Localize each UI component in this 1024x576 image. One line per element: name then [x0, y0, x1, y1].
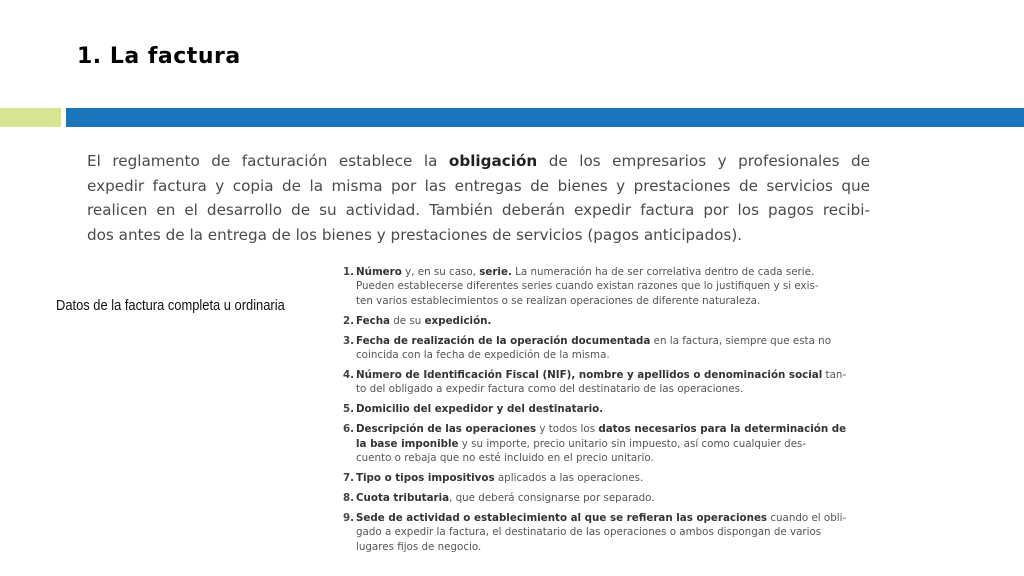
list-item-emphasis: Número de Identificación Fiscal (NIF), nombre y apellidos o denominación social — [356, 368, 823, 381]
list-item-number: 1. — [343, 266, 355, 278]
list-item-line — [356, 422, 847, 436]
list-item — [343, 314, 805, 328]
list-item-number: 4. — [343, 368, 355, 381]
list-item-line — [356, 314, 805, 328]
invoice-data-list — [343, 265, 847, 559]
list-item-number: 9. — [343, 511, 355, 524]
list-item-line — [356, 382, 805, 396]
list-item-text: ten varios establecimientos o se realizan operaciones de diferente naturaleza. — [356, 294, 761, 307]
list-item-text: en la factura, siempre que esta no — [650, 334, 832, 347]
list-item-number: 7. — [343, 471, 355, 484]
list-item-emphasis: Sede de actividad o establecimiento al que se refieran las operaciones — [356, 511, 768, 524]
list-item-text: Pueden establecerse diferentes series cuando existan razones que lo justifiquen y si exis- — [356, 280, 819, 293]
list-item-emphasis: la base imponible — [356, 437, 459, 450]
intro-line — [87, 174, 870, 199]
intro-line — [87, 223, 870, 248]
intro-emphasis: obligación — [448, 152, 538, 170]
list-item-emphasis: Tipo o tipos impositivos — [356, 471, 495, 484]
list-item-text: y, en su caso, — [401, 266, 480, 278]
list-item-text: coincida con la fecha de expedición de la misma. — [356, 349, 610, 362]
list-item-emphasis: Fecha de realización de la operación documentada — [356, 334, 651, 347]
list-item-emphasis: Domicilio del expedidor y del destinatario. — [356, 403, 604, 416]
intro-text: realicen en el desarrollo de su actividad. También deberán expedir factura por los pagos recibi- — [87, 201, 870, 219]
accent-bar-green — [0, 108, 61, 127]
intro-text: de los empresarios y profesionales de — [537, 152, 871, 170]
list-item-line — [356, 471, 805, 485]
list-item-emphasis: Cuota tributaria — [356, 491, 450, 504]
list-item-number: 8. — [343, 491, 355, 504]
list-item-line — [356, 334, 832, 348]
list-item — [343, 402, 805, 416]
list-item-line — [356, 294, 805, 308]
list-item-text: cuento o rebaja que no esté incluido en el precio unitario. — [356, 451, 654, 464]
list-item-line — [356, 265, 815, 279]
list-item-line — [356, 511, 847, 525]
list-item-line — [356, 525, 822, 539]
list-item-emphasis: Fecha — [356, 314, 390, 327]
list-item-text: tan- — [822, 368, 847, 381]
list-item — [343, 368, 847, 397]
list-item-text: cuando el obli- — [767, 511, 847, 524]
list-item-emphasis: datos necesarios para la determinación de — [598, 423, 847, 436]
list-item-text: y todos los — [536, 423, 599, 436]
list-item-emphasis: Descripción de las operaciones — [356, 423, 537, 436]
intro-line — [87, 198, 870, 223]
list-item-text: , que deberá consignarse por separado. — [449, 491, 655, 504]
list-item-number: 2. — [343, 314, 355, 327]
list-item-emphasis: serie. — [479, 266, 512, 278]
intro-text: El reglamento de facturación establece la — [87, 152, 449, 170]
list-item-text: aplicados a las operaciones. — [494, 471, 644, 484]
list-item — [343, 491, 805, 505]
list-item-emphasis: expedición. — [424, 314, 492, 327]
intro-text: dos antes de la entrega de los bienes y prestaciones de servicios (pagos anticipados). — [87, 225, 743, 244]
list-item-number: 6. — [343, 423, 355, 436]
intro-line — [87, 149, 870, 174]
list-item-line — [356, 402, 805, 416]
list-item-line — [356, 491, 805, 505]
list-item-line — [356, 348, 805, 362]
list-item-text: to del obligado a expedir factura como del destinatario de las operaciones. — [356, 383, 744, 396]
list-item-number: 3. — [343, 334, 355, 347]
list-item-line — [356, 540, 805, 554]
list-item-line — [356, 437, 805, 451]
list-item — [343, 422, 847, 465]
list-item-text: gado a expedir la factura, el destinatario de las operaciones o ambos dispongan de varios — [356, 526, 822, 539]
list-item-text: lugares fijos de negocio. — [356, 540, 482, 553]
slide-title: 1. La factura — [77, 44, 241, 69]
accent-bar-blue — [66, 108, 1024, 127]
list-item-emphasis: Número — [356, 266, 402, 278]
list-item-line — [356, 279, 819, 293]
side-label: Datos de la factura completa u ordinaria — [56, 297, 285, 314]
list-item-text: y su importe, precio unitario sin impuesto, así como cualquier des- — [458, 437, 807, 450]
intro-paragraph — [87, 149, 870, 247]
list-item-line — [356, 451, 805, 465]
list-item — [343, 511, 847, 554]
list-item — [343, 334, 832, 363]
list-item-number: 5. — [343, 403, 355, 416]
list-item-text: La numeración ha de ser correlativa dentro de cada serie. — [511, 266, 815, 278]
intro-text: expedir factura y copia de la misma por las entregas de bienes y prestaciones de servicios que — [87, 176, 870, 195]
list-item — [343, 265, 819, 308]
list-item-text: de su — [389, 314, 425, 327]
list-item-line — [356, 368, 847, 382]
list-item — [343, 471, 805, 485]
